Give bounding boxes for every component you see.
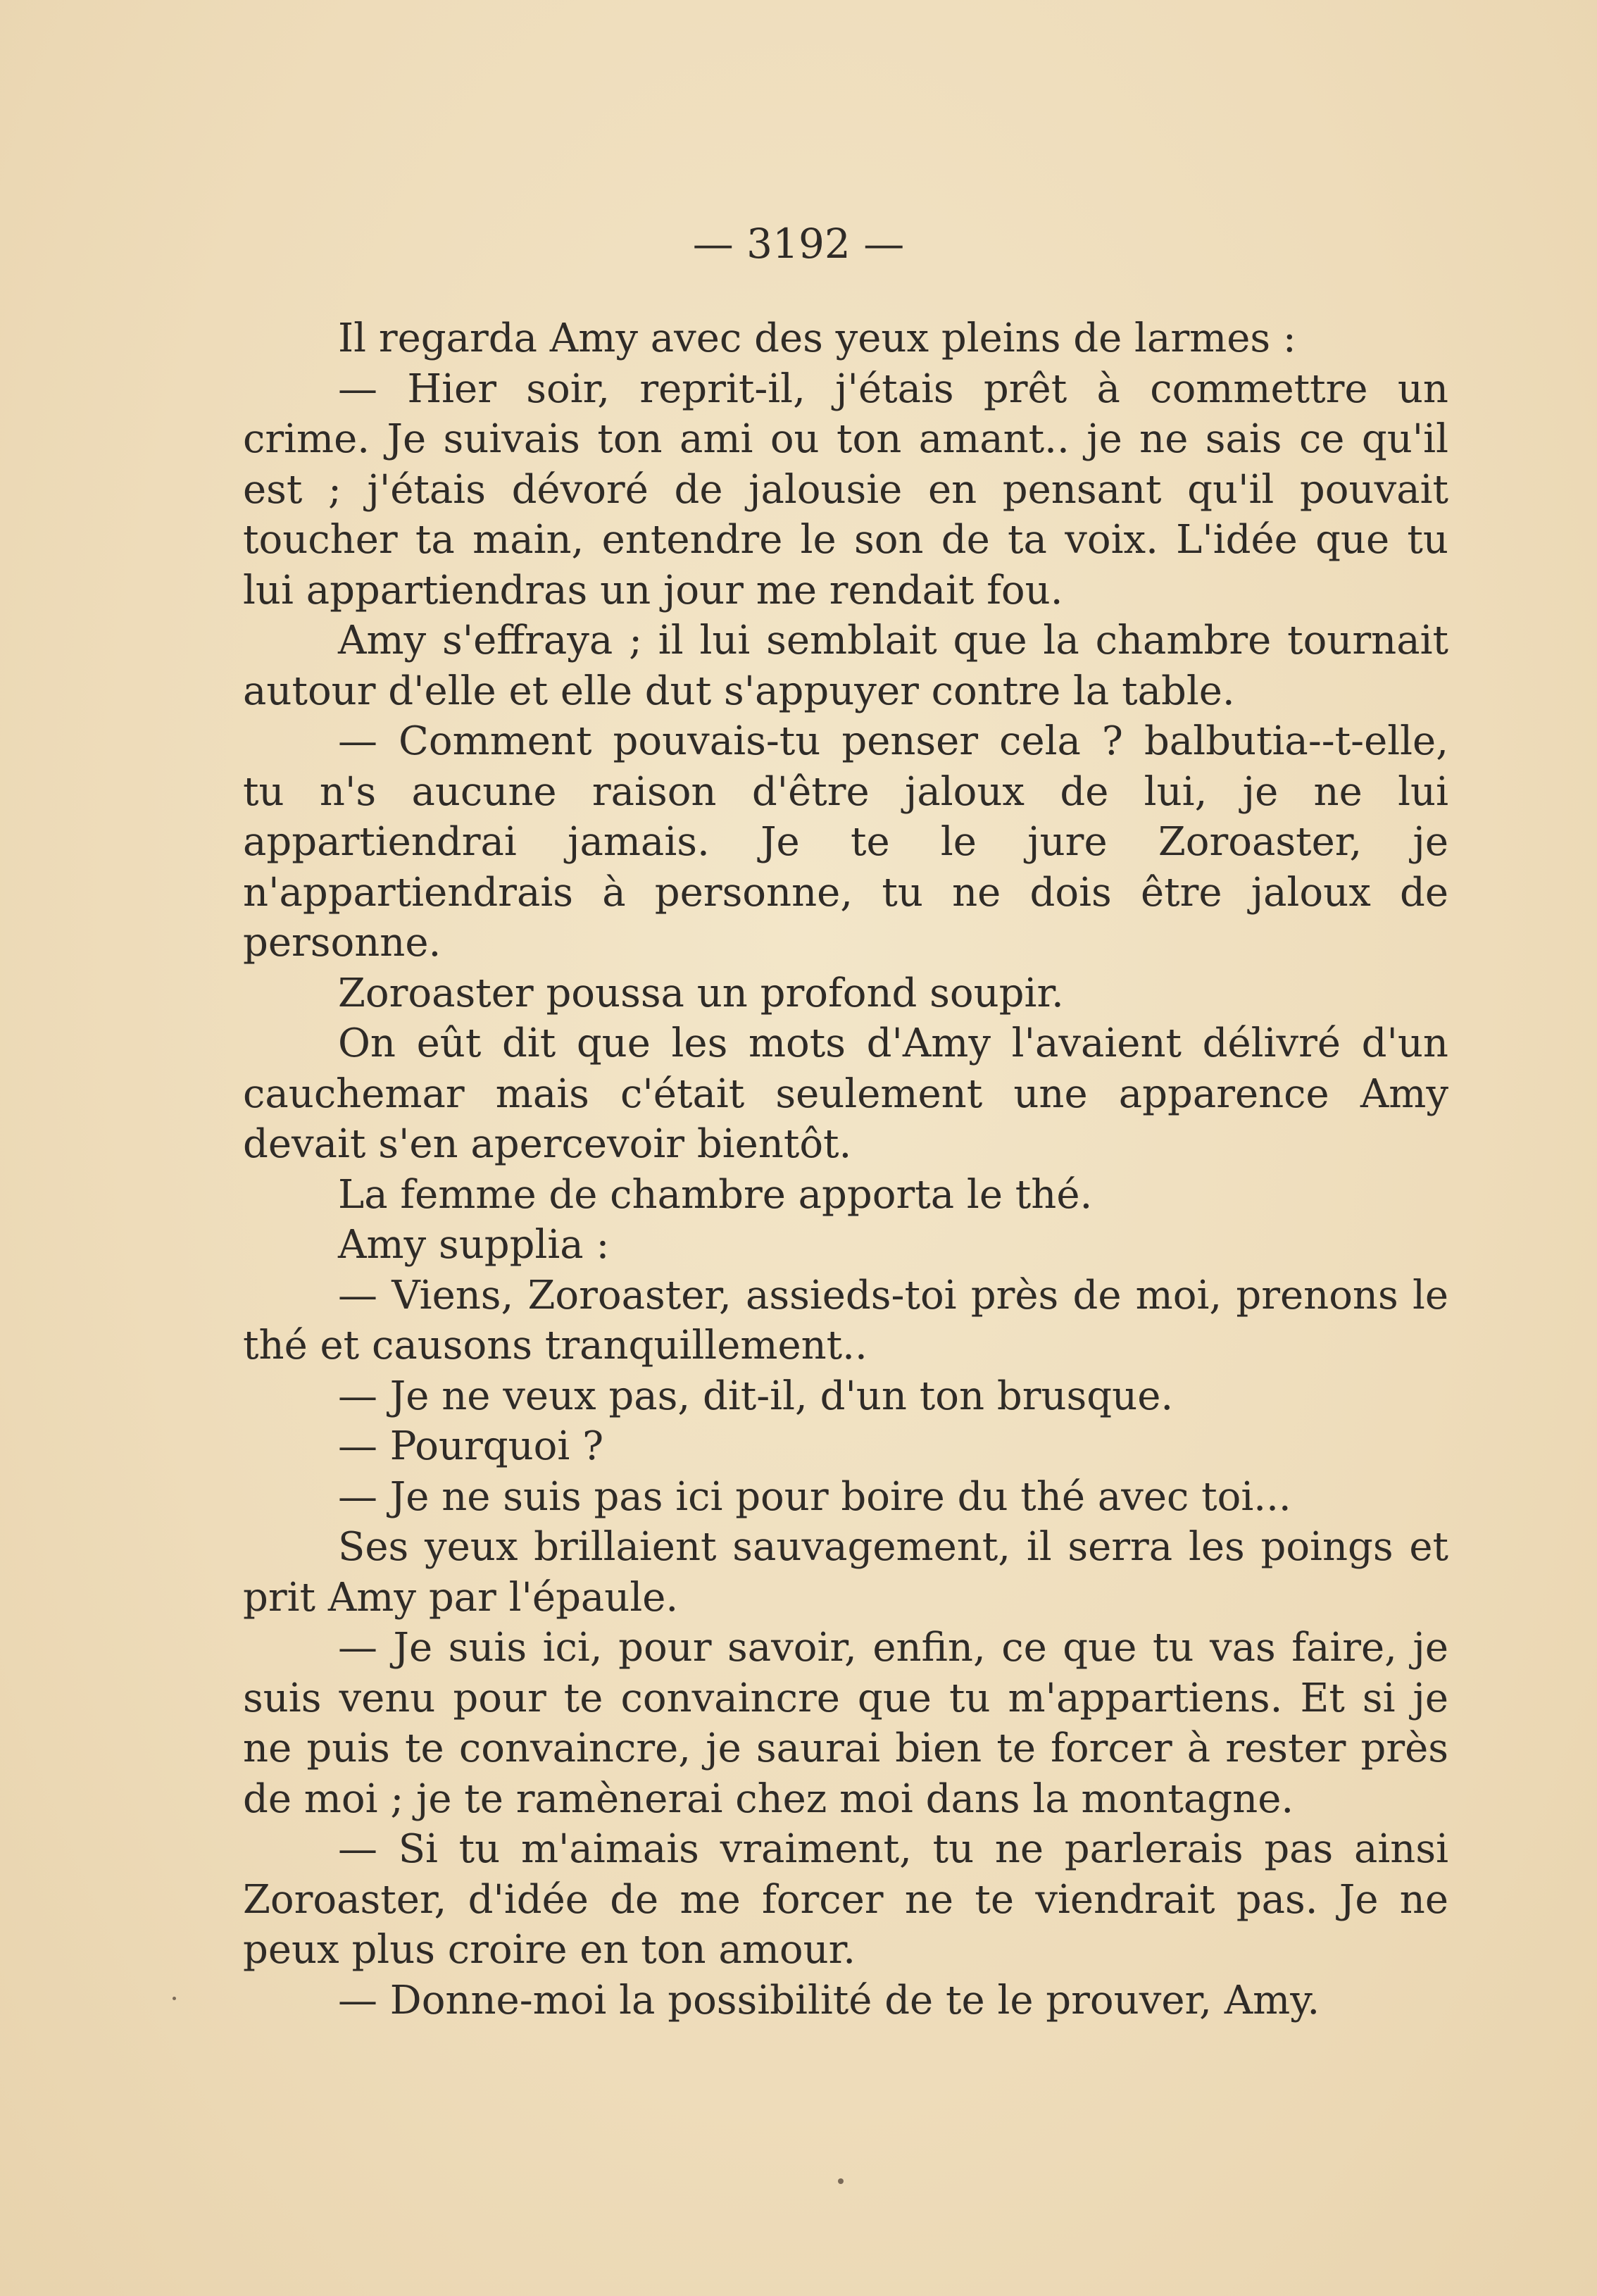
paragraph: — Comment pouvais-tu penser cela ? balbutia--t-elle, tu n's aucune raison d'être jaloux de lui, je ne lui appartiendrai jamais. Je te le jure Zoroaster, je n'appartiendrais à personne, tu ne dois être jaloux de personne.	[243, 718, 1448, 966]
paragraph: Ses yeux brillaient sauvagement, il serra les poings et prit Amy par l'épaule.	[243, 1524, 1448, 1621]
paragraph: — Hier soir, reprit-il, j'étais prêt à commettre un crime. Je suivais ton ami ou ton amant.. je ne sais ce qu'il est ; j'étais dévoré de jalousie en pensant qu'il pouvait toucher ta main, entendre le son de ta voix. L'idée que tu lui appartiendras un jour me rendait fou.	[243, 366, 1448, 613]
paragraph: — Je ne suis pas ici pour boire du thé avec toi...	[338, 1473, 1291, 1520]
page-number: — 3192 —	[692, 220, 905, 268]
body-text	[243, 313, 1448, 2026]
paragraph: — Pourquoi ?	[338, 1423, 604, 1469]
paragraph: Zoroaster poussa un profond soupir.	[338, 970, 1064, 1016]
paragraph: Amy supplia :	[338, 1222, 610, 1268]
paragraph: On eût dit que les mots d'Amy l'avaient délivré d'un cauchemar mais c'était seulement une apparence Amy devait s'en apercevoir bientôt.	[243, 1021, 1448, 1167]
paragraph: Il regarda Amy avec des yeux pleins de larmes :	[338, 316, 1296, 361]
paragraph: Amy s'effraya ; il lui semblait que la chambre tournait autour d'elle et elle dut s'appuyer contre la table.	[243, 618, 1448, 714]
paper-speck	[173, 1997, 176, 2000]
paragraph: La femme de chambre apporta le thé.	[338, 1171, 1093, 1218]
paper-speck	[838, 2178, 844, 2184]
paragraph: — Je suis ici, pour savoir, enfin, ce que tu vas faire, je suis venu pour te convaincre que tu m'appartiens. Et si je ne puis te convaincre, je saurai bien te forcer à rester près de moi ; je te ramènerai chez moi dans la montagne.	[243, 1625, 1448, 1822]
paragraph: — Je ne veux pas, dit-il, d'un ton brusque.	[338, 1373, 1174, 1419]
paragraph: — Si tu m'aimais vraiment, tu ne parlerais pas ainsi Zoroaster, d'idée de me forcer ne te viendrait pas. Je ne peux plus croire en ton amour.	[243, 1826, 1448, 1973]
paragraph: — Donne-moi la possibilité de te le prouver, Amy.	[338, 1977, 1320, 2023]
paragraph: — Viens, Zoroaster, assieds-toi près de moi, prenons le thé et causons tranquillement..	[243, 1272, 1448, 1368]
